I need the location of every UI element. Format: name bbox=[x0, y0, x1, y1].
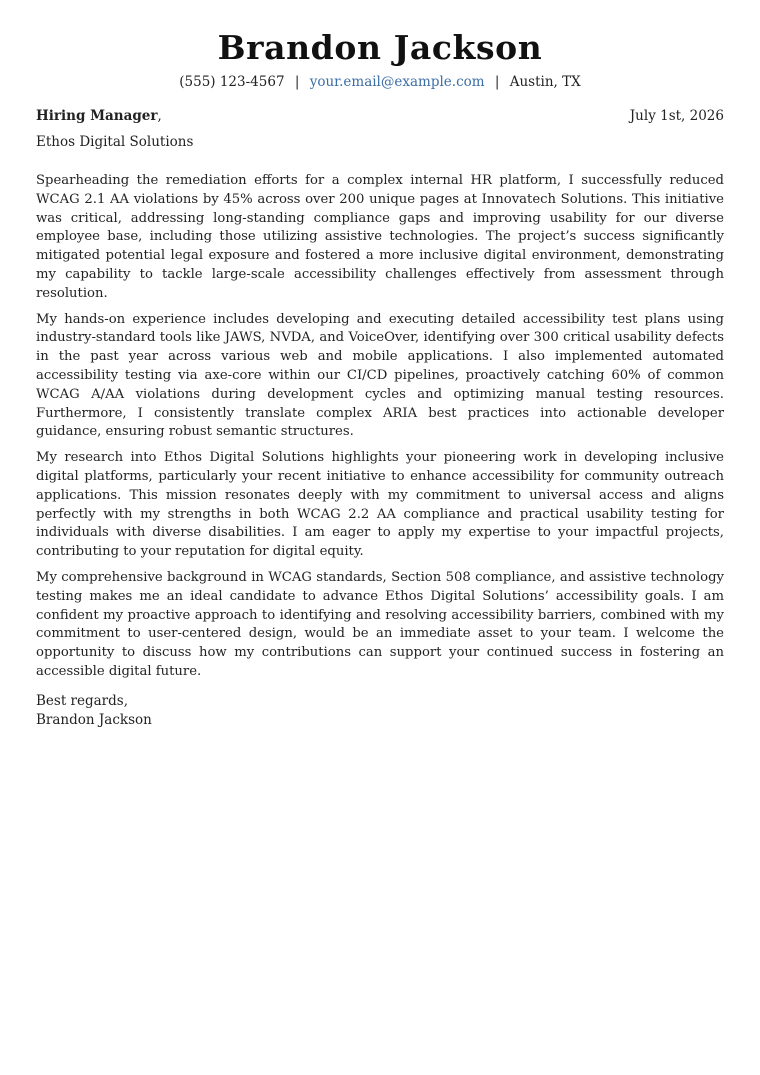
letter-body bbox=[36, 172, 724, 682]
body-paragraph: My hands-on experience includes developing and executing detailed accessibility test plans using industry-standard tools like JAWS, NVDA, and VoiceOver, identifying over 300 critical usability defects in the past year across various web and mobile applications. I also implemented automated accessibility testing via axe-core within our CI/CD pipelines, proactively catching 60% of common WCAG A/AA violations during development cycles and optimizing manual testing resources. Furthermore, I consistently translate complex ARIA best practices into actionable developer guidance, ensuring robust semantic structures. bbox=[36, 311, 724, 440]
letter-closing bbox=[36, 692, 724, 730]
body-paragraph: Spearheading the remediation efforts for a complex internal HR platform, I successfully reduced WCAG 2.1 AA violations by 45% across over 200 unique pages at Innovatech Solutions. This initiative was critical, addressing long-standing compliance gaps and improving usability for our diverse employee base, including those utilizing assistive technologies. The project’s success significantly mitigated potential legal exposure and fostered a more inclusive digital environment, demonstrating my capability to tackle large-scale accessibility challenges effectively from assessment through resolution. bbox=[36, 173, 724, 301]
contact-separator: | bbox=[294, 74, 300, 90]
closing-salutation: Best regards, bbox=[36, 692, 129, 709]
recipient-title: Hiring Manager bbox=[36, 108, 158, 124]
recipient-title-suffix: , bbox=[157, 108, 162, 124]
letter-date: July 1st, 2026 bbox=[629, 108, 724, 124]
body-paragraph: My comprehensive background in WCAG standards, Section 508 compliance, and assistive technology testing makes me an ideal candidate to advance Ethos Digital Solutions’ accessibility goals. I am confident my proactive approach to identifying and resolving accessibility barriers, combined with my commitment to user-centered design, would be an immediate asset to your team. I welcome the opportunity to discuss how my contributions can support your continued success in fostering an accessible digital future. bbox=[36, 569, 724, 679]
body-paragraph: My research into Ethos Digital Solutions highlights your pioneering work in developing inclusive digital platforms, particularly your recent initiative to enhance accessibility for community outreach applications. This mission resonates deeply with my commitment to universal access and aligns perfectly with my strengths in both WCAG 2.2 AA compliance and practical usability testing for individuals with diverse disabilities. I am eager to apply my expertise to your impactful projects, contributing to your reputation for digital equity. bbox=[36, 450, 724, 560]
recipient-row bbox=[36, 107, 724, 125]
applicant-name: Brandon Jackson bbox=[217, 28, 543, 67]
phone-number: (555) 123-4567 bbox=[179, 74, 285, 90]
location: Austin, TX bbox=[509, 74, 581, 90]
signature-name: Brandon Jackson bbox=[36, 711, 152, 728]
email-link[interactable]: your.email@example.com bbox=[309, 74, 485, 90]
recipient-company: Ethos Digital Solutions bbox=[36, 134, 194, 150]
recipient-title-line bbox=[36, 107, 162, 125]
contact-separator: | bbox=[494, 74, 500, 90]
contact-line bbox=[36, 72, 724, 92]
